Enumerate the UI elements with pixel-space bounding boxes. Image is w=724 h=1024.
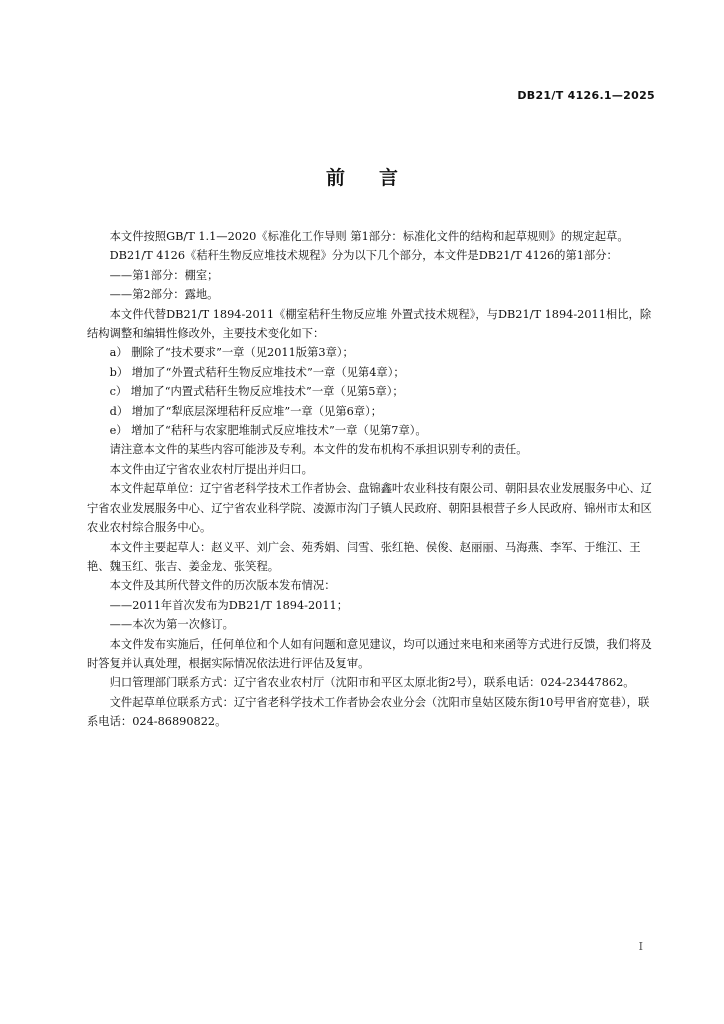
version-item-current: ——本次为第一次修订。 [109,618,234,632]
paragraph-drafting-units: 本文件起草单位：辽宁省老科学技术工作者协会、盘锦鑫叶农业科技有限公司、朝阳县农业发展服务中心、辽宁省农业发展服务中心、辽宁省农业科学院、凌源市沟门子镇人民政府、朝阳县根营子乡人民政府、锦州市太和区农业农村综合服务中心。 [87,482,652,535]
change-item-d: d） 增加了“犁底层深埋秸秆反应堆”一章（见第6章）； [109,404,383,418]
change-item-e: e） 增加了“秸秆与农家肥堆制式反应堆技术”一章（见第7章）。 [109,424,427,438]
paragraph-drafters: 本文件主要起草人：赵义平、刘广会、苑秀娟、闫雪、张红艳、侯俊、赵丽丽、马海燕、李军、于维江、王艳、魏玉红、张吉、姜金龙、张笑程。 [87,540,641,573]
page-title: 前言 [325,167,432,189]
foreword-body [87,227,657,732]
change-item-a: a） 删除了“技术要求”一章（见2011版第3章）； [109,346,354,360]
change-item-c: c） 增加了“内置式秸秆生物反应堆技术”一章（见第5章）； [109,385,404,399]
paragraph-version-history: 本文件及其所代替文件的历次版本发布情况： [109,579,336,593]
paragraph-feedback: 本文件发布实施后，任何单位和个人如有问题和意见建议，均可以通过来电和来函等方式进行反馈，我们将及时答复并认真处理，根据实际情况依法进行评估及复审。 [87,637,652,670]
paragraph-parts-intro: DB21/T 4126《秸秆生物反应堆技术规程》分为以下几个部分，本文件是DB21/T 4126的第1部分： [109,249,618,263]
list-item-part1: ——第1部分：棚室； [109,268,219,282]
list-item-part2: ——第2部分：露地。 [109,288,219,302]
paragraph-admin-contact: 归口管理部门联系方式：辽宁省农业农村厅（沈阳市和平区太原北街2号），联系电话：024-23447862。 [109,676,635,690]
paragraph-drafter-contact: 文件起草单位联系方式：辽宁省老科学技术工作者协会农业分会（沈阳市皇姑区陵东街10号甲省府宽巷），联系电话：024-86890822。 [87,695,650,729]
change-item-b: b） 增加了“外置式秸秆生物反应堆技术”一章（见第4章）； [109,365,405,379]
version-item-2011: ——2011年首次发布为DB21/T 1894-2011； [109,598,348,612]
paragraph-patent-notice: 请注意本文件的某些内容可能涉及专利。本文件的发布机构不承担识别专利的责任。 [109,443,528,457]
paragraph-drafting-rules: 本文件按照GB/T 1.1—2020《标准化工作导则 第1部分：标准化文件的结构和起草规则》的规定起草。 [109,230,629,243]
paragraph-proposer: 本文件由辽宁省农业农村厅提出并归口。 [109,462,313,476]
standard-code: DB21/T 4126.1—2025 [517,89,655,102]
page-number: I [638,940,643,953]
paragraph-replacement: 本文件代替DB21/T 1894-2011《棚室秸秆生物反应堆 外置式技术规程》，与DB21/T 1894-2011相比，除结构调整和编辑性修改外，主要技术变化如下： [87,307,652,341]
